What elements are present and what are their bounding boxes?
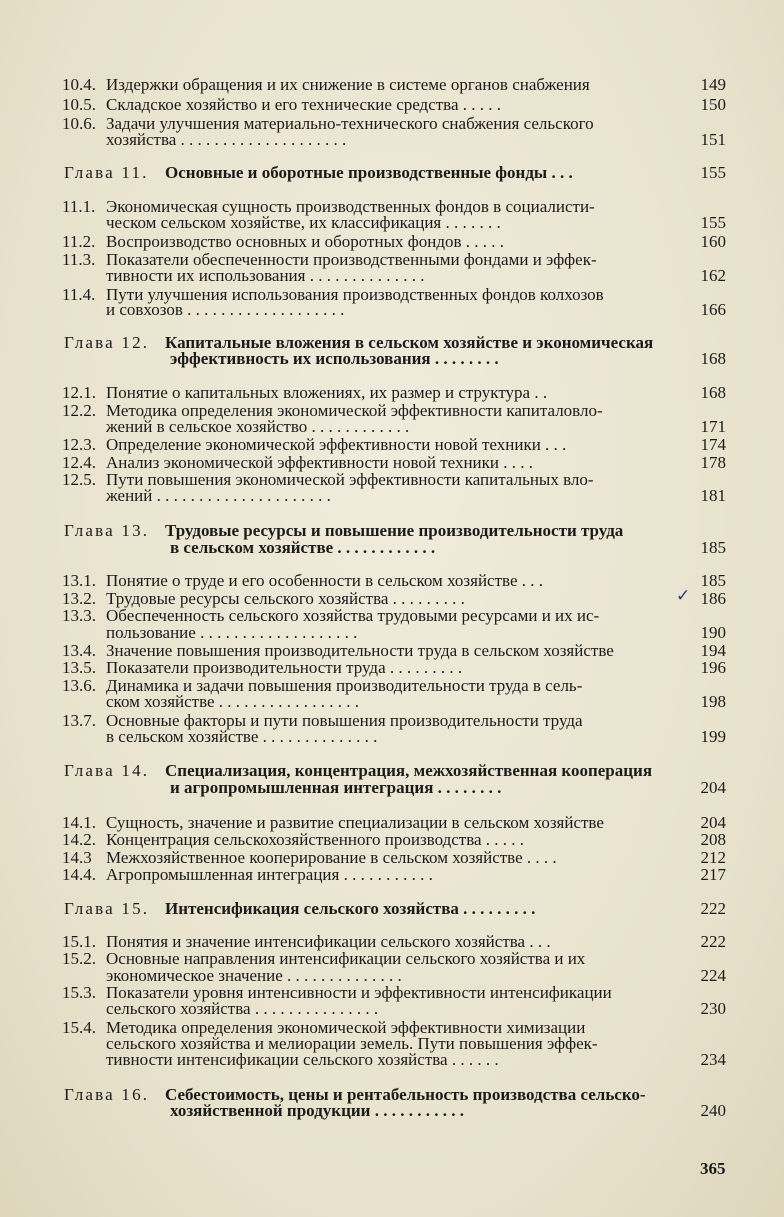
- section-number: 10.6.: [62, 114, 96, 133]
- toc-entry: [0, 300, 784, 320]
- toc-entry: [0, 538, 784, 558]
- page-ref: 151: [700, 130, 726, 149]
- chapter-title: Специализация, концентрация, межхозяйственная кооперация: [165, 761, 653, 780]
- toc-entry: [0, 658, 784, 678]
- section-number: 12.2.: [62, 401, 96, 420]
- section-number: 15.2.: [62, 949, 96, 968]
- chapter-label: Глава 13.: [64, 521, 150, 540]
- section-title: и совхозов . . . . . . . . . . . . . . . . . . .: [106, 300, 345, 319]
- section-title: тивности их использования . . . . . . . . . . . . . .: [106, 266, 425, 285]
- section-title: хозяйства . . . . . . . . . . . . . . . . . . . .: [106, 130, 347, 149]
- section-number: 11.2.: [62, 232, 96, 251]
- page-ref: 208: [700, 830, 726, 849]
- chapter-heading: [0, 899, 784, 919]
- page-ref: 198: [700, 692, 726, 711]
- page-ref: 190: [700, 623, 726, 642]
- section-title: Агропромышленная интеграция . . . . . . . . . . .: [106, 865, 433, 884]
- section-title: Трудовые ресурсы сельского хозяйства . . . . . . . . .: [106, 589, 465, 608]
- toc-entry: [0, 383, 784, 403]
- section-number: 13.1.: [62, 571, 96, 590]
- page-ref: 150: [700, 95, 726, 114]
- chapter-label: Глава 14.: [64, 761, 150, 780]
- section-number: 13.6.: [62, 676, 96, 695]
- toc-entry: [0, 999, 784, 1019]
- section-title: Концентрация сельскохозяйственного производства . . . . .: [106, 830, 525, 849]
- section-number: 12.5.: [62, 470, 96, 489]
- page-number: 365: [700, 1159, 726, 1178]
- section-number: 15.3.: [62, 983, 96, 1002]
- section-title: сельского хозяйства . . . . . . . . . . . . . . .: [106, 999, 379, 1018]
- chapter-label: Глава 11.: [64, 163, 149, 182]
- section-title: Показатели обеспеченности производственными фондами и эффек-: [106, 250, 597, 269]
- toc-entry: [0, 865, 784, 885]
- toc-entry: [0, 417, 784, 437]
- section-number: 15.1.: [62, 932, 96, 951]
- toc-entry: [0, 623, 784, 643]
- section-title: Пути повышения экономической эффективности капитальных вло-: [106, 470, 594, 489]
- page-ref: 230: [700, 999, 726, 1018]
- toc-entry: [0, 95, 784, 115]
- section-title: Методика определения экономической эффективности капиталовло-: [106, 401, 603, 420]
- chapter-title: Основные и оборотные производственные фонды . . .: [165, 163, 573, 182]
- toc-entry: [0, 1101, 784, 1121]
- page-ref: 168: [700, 383, 726, 402]
- section-title: экономическое значение . . . . . . . . . . . . . .: [106, 966, 402, 985]
- chapter-label: Глава 15.: [64, 899, 150, 918]
- toc-entry: [0, 435, 784, 455]
- section-number: 14.3: [62, 848, 92, 867]
- section-title: жений в сельское хозяйство . . . . . . . . . . . .: [106, 417, 410, 436]
- section-number: 11.4.: [62, 285, 96, 304]
- section-title: Показатели производительности труда . . . . . . . . .: [106, 658, 463, 677]
- toc-entry: [0, 571, 784, 591]
- section-title: ском хозяйстве . . . . . . . . . . . . . . . . .: [106, 692, 360, 711]
- section-title: Экономическая сущность производственных фондов в социалисти-: [106, 197, 595, 216]
- toc-entry: [0, 232, 784, 252]
- section-title: Понятие о труде и его особенности в сельском хозяйстве . . .: [106, 571, 543, 590]
- page-ref: 185: [700, 571, 726, 590]
- section-title: Задачи улучшения материально-технического снабжения сельского: [106, 114, 594, 133]
- page-ref: 174: [700, 435, 726, 454]
- page-ref: 234: [700, 1050, 726, 1069]
- section-number: 14.2.: [62, 830, 96, 849]
- section-title: Складское хозяйство и его технические средства . . . . .: [106, 95, 502, 114]
- page-ref: 155: [700, 163, 726, 182]
- section-title: тивности интенсификации сельского хозяйства . . . . . .: [106, 1050, 499, 1069]
- page-ref: 222: [700, 932, 726, 951]
- page-ref: 224: [700, 966, 726, 985]
- toc-entry: [0, 486, 784, 506]
- section-number: 13.4.: [62, 641, 96, 660]
- section-title: Динамика и задачи повышения производительности труда в сель-: [106, 676, 583, 695]
- page-ref: 168: [700, 349, 726, 368]
- chapter-title-continued: эффективность их использования . . . . . . . .: [170, 349, 499, 368]
- chapter-title: Трудовые ресурсы и повышение производительности труда: [165, 521, 624, 540]
- section-number: 14.1.: [62, 813, 96, 832]
- page-ref: 160: [700, 232, 726, 251]
- toc-entry: [0, 1050, 784, 1070]
- section-title: Основные факторы и пути повышения производительности труда: [106, 711, 583, 730]
- section-number: 13.5.: [62, 658, 96, 677]
- page-ref: 155: [700, 213, 726, 232]
- section-number: 15.4.: [62, 1018, 96, 1037]
- section-number: 13.2.: [62, 589, 96, 608]
- chapter-title: Капитальные вложения в сельском хозяйстве и экономическая: [165, 333, 654, 352]
- section-title: Значение повышения производительности труда в сельском хозяйстве: [106, 641, 614, 660]
- chapter-title-continued: и агропромышленная интеграция . . . . . . . .: [170, 778, 502, 797]
- section-title: Понятия и значение интенсификации сельского хозяйства . . .: [106, 932, 551, 951]
- page-ref: 181: [700, 486, 726, 505]
- section-number: 11.1.: [62, 197, 96, 216]
- toc-entry: [0, 830, 784, 850]
- section-title: Межхозяйственное кооперирование в сельском хозяйстве . . . .: [106, 848, 557, 867]
- section-number: 13.3.: [62, 606, 96, 625]
- page-ref: 171: [700, 417, 726, 436]
- section-title: Издержки обращения и их снижение в системе органов снабжения: [106, 75, 590, 94]
- section-title: Методика определения экономической эффективности химизации: [106, 1018, 586, 1037]
- page-ref: 196: [700, 658, 726, 677]
- section-title: сельского хозяйства и мелиорации земель. Пути повышения эффек-: [106, 1034, 598, 1053]
- section-number: 10.4.: [62, 75, 96, 94]
- toc-entry: [0, 75, 784, 95]
- page-ref: 199: [700, 727, 726, 746]
- section-number: 12.3.: [62, 435, 96, 454]
- page-ref: 186: [700, 589, 726, 608]
- page-ref: 166: [700, 300, 726, 319]
- pencil-check-mark: ✓: [676, 586, 691, 605]
- page-ref: 194: [700, 641, 726, 660]
- chapter-title: Интенсификация сельского хозяйства . . . . . . . . .: [165, 899, 536, 918]
- chapter-title: Себестоимость, цены и рентабельность производства сельско-: [165, 1085, 646, 1104]
- section-number: 12.1.: [62, 383, 96, 402]
- section-title: в сельском хозяйстве . . . . . . . . . . . . . .: [106, 727, 378, 746]
- section-number: 11.3.: [62, 250, 96, 269]
- page-ref: 217: [700, 865, 726, 884]
- section-title: Показатели уровня интенсивности и эффективности интенсификации: [106, 983, 612, 1002]
- chapter-label: Глава 16.: [64, 1085, 150, 1104]
- section-number: 14.4.: [62, 865, 96, 884]
- section-title: Пути улучшения использования производственных фондов колхозов: [106, 285, 604, 304]
- page-ref: 212: [700, 848, 726, 867]
- section-number: 12.4.: [62, 453, 96, 472]
- page-ref: 162: [700, 266, 726, 285]
- chapter-label: Глава 12.: [64, 333, 150, 352]
- section-title: Анализ экономической эффективности новой техники . . . .: [106, 453, 534, 472]
- page-ref: 185: [700, 538, 726, 557]
- section-title: Обеспеченность сельского хозяйства трудовыми ресурсами и их ис-: [106, 606, 600, 625]
- section-title: Воспроизводство основных и оборотных фондов . . . . .: [106, 232, 505, 251]
- page-ref: 204: [700, 813, 726, 832]
- chapter-heading: [0, 163, 784, 183]
- toc-entry: [0, 778, 784, 798]
- page-ref: 204: [700, 778, 726, 797]
- page-ref: 222: [700, 899, 726, 918]
- section-number: 10.5.: [62, 95, 96, 114]
- toc-entry: [0, 213, 784, 233]
- section-title: ческом сельском хозяйстве, их классификация . . . . . . .: [106, 213, 501, 232]
- section-number: 13.7.: [62, 711, 96, 730]
- page-ref: 178: [700, 453, 726, 472]
- chapter-title-continued: хозяйственной продукции . . . . . . . . . . .: [170, 1101, 464, 1120]
- chapter-title-continued: в сельском хозяйстве . . . . . . . . . . . .: [170, 538, 436, 557]
- page-ref: 149: [700, 75, 726, 94]
- page-ref: 240: [700, 1101, 726, 1120]
- toc-entry: [0, 130, 784, 150]
- toc-entry: [0, 692, 784, 712]
- section-title: Определение экономической эффективности новой техники . . .: [106, 435, 567, 454]
- section-title: Понятие о капитальных вложениях, их размер и структура . .: [106, 383, 548, 402]
- toc-entry: [0, 349, 784, 369]
- toc-entry: [0, 727, 784, 747]
- section-title: пользование . . . . . . . . . . . . . . . . . . .: [106, 623, 358, 642]
- section-title: Основные направления интенсификации сельского хозяйства и их: [106, 949, 586, 968]
- toc-entry: [0, 266, 784, 286]
- section-title: Сущность, значение и развитие специализации в сельском хозяйстве: [106, 813, 604, 832]
- section-title: жений . . . . . . . . . . . . . . . . . . . . .: [106, 486, 331, 505]
